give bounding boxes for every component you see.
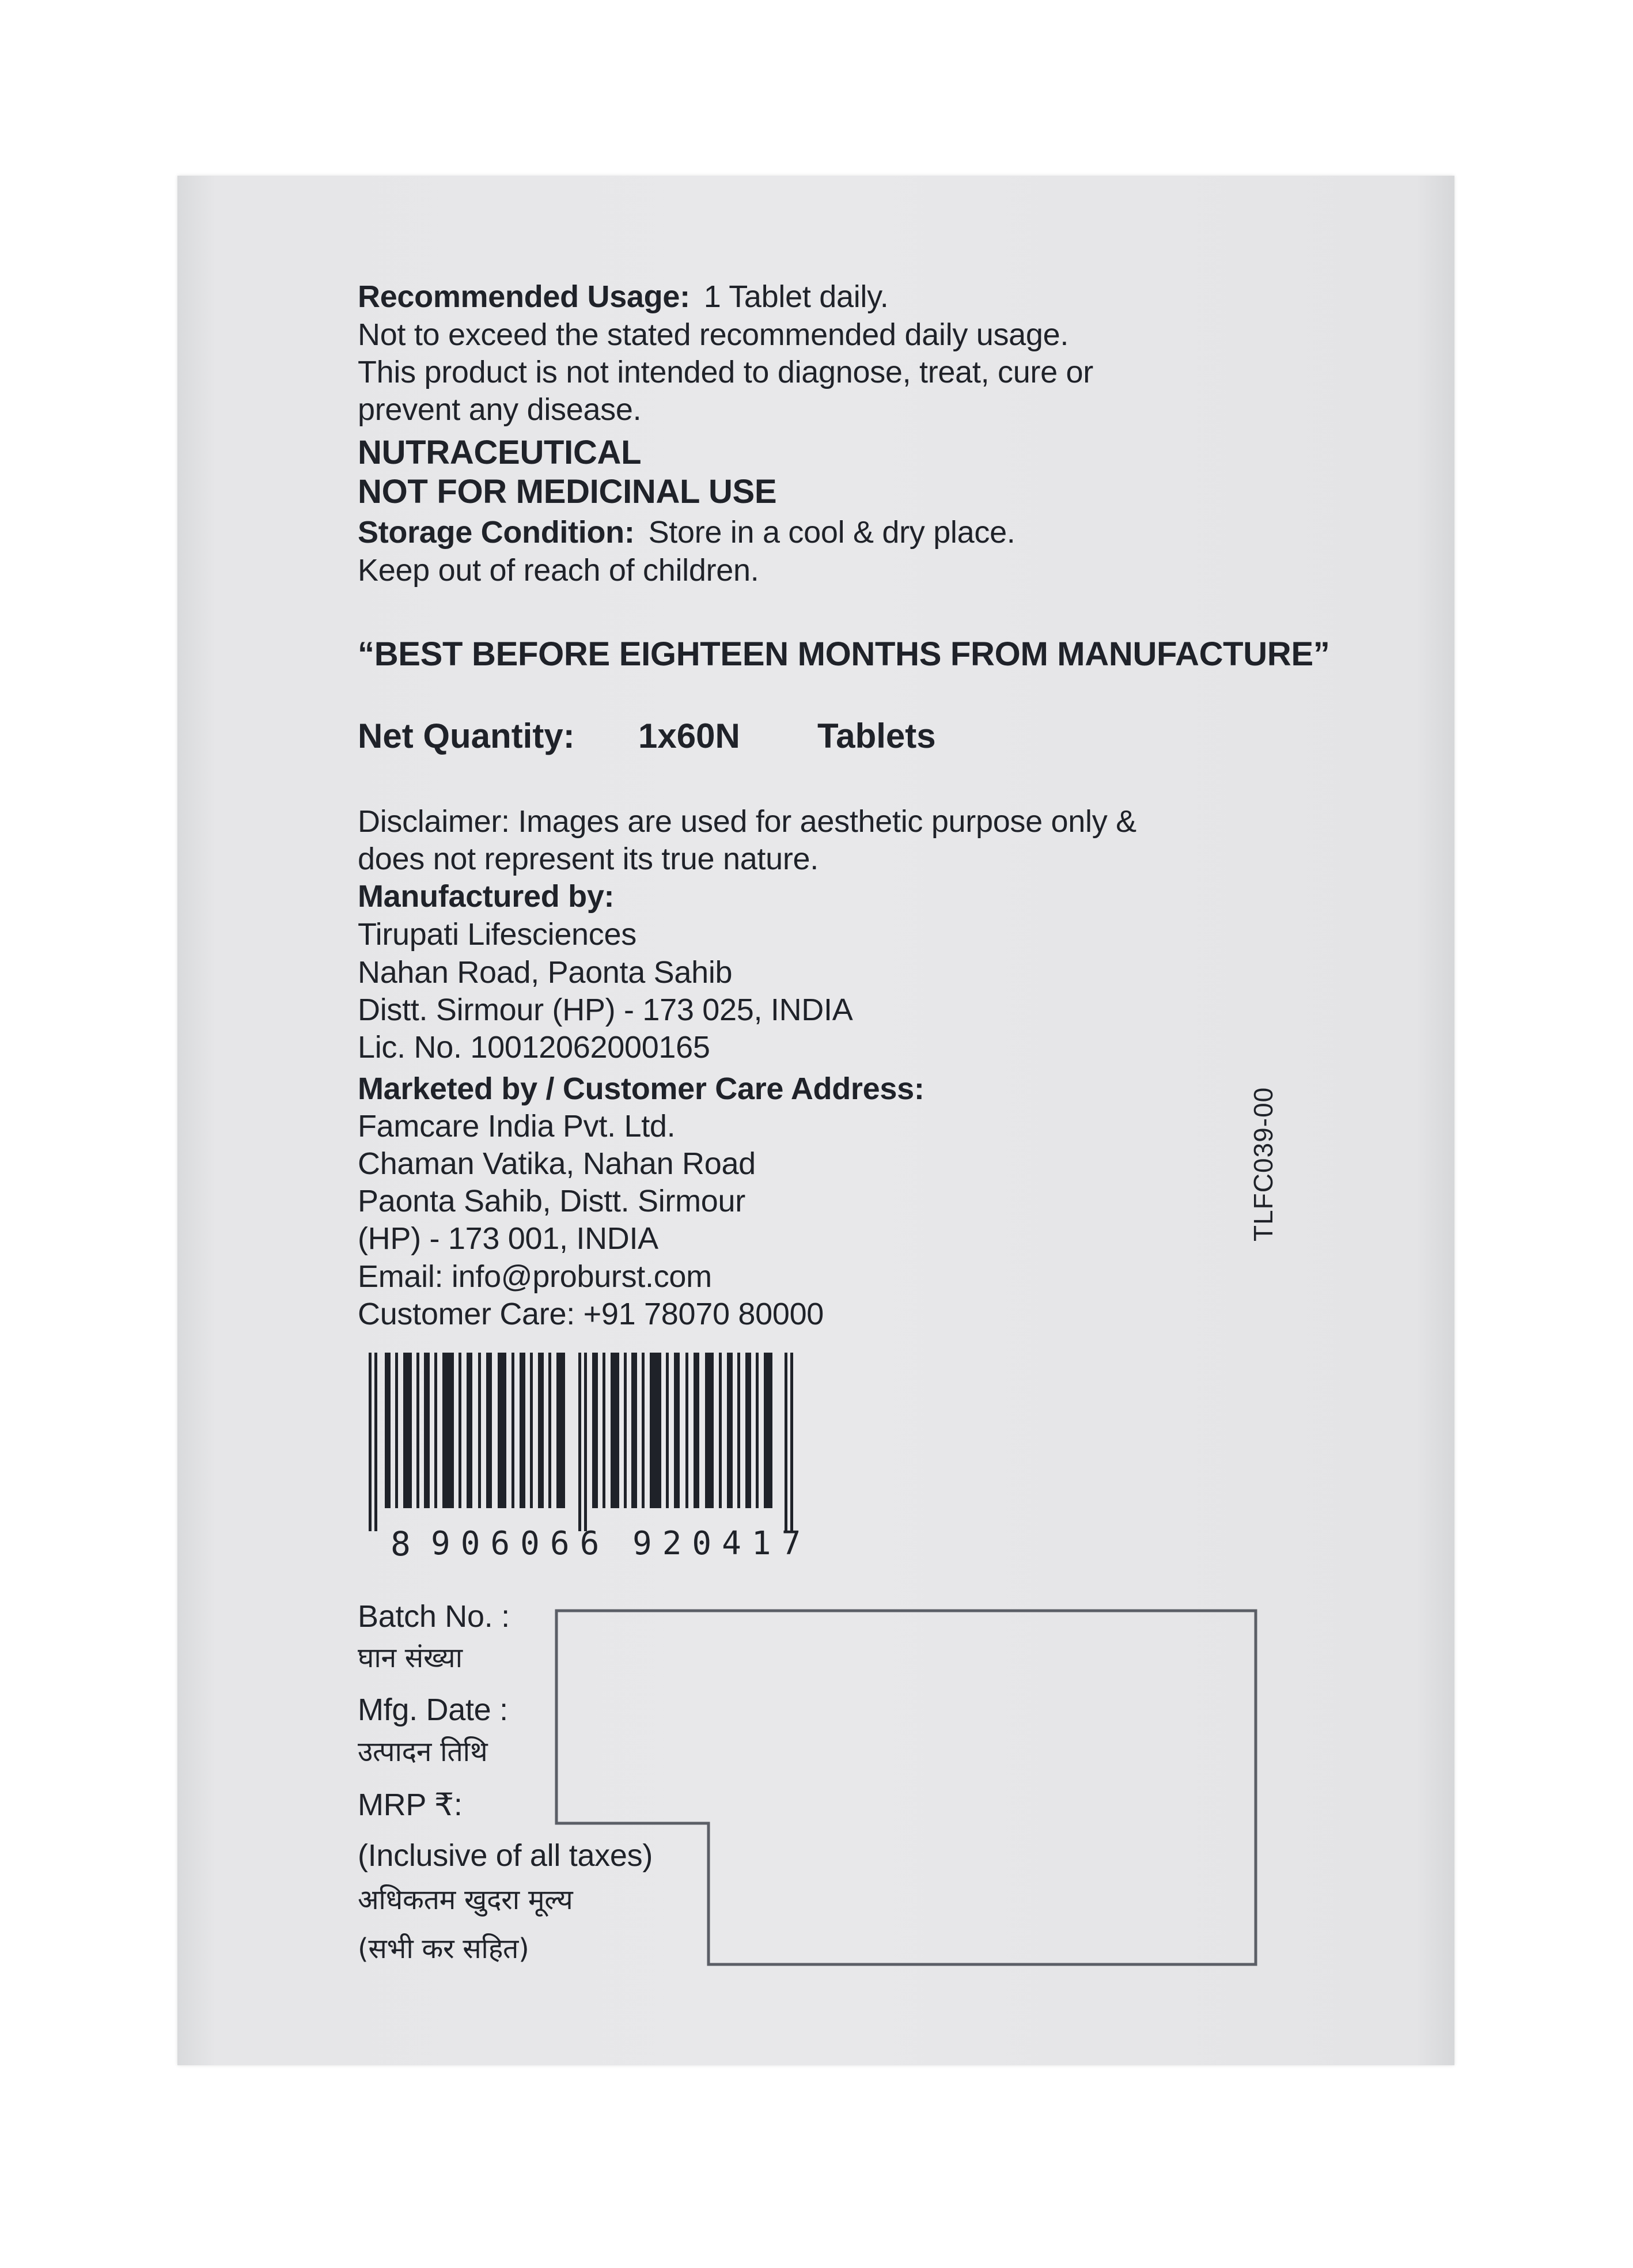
manufacturer-address-1: Nahan Road, Paonta Sahib: [358, 955, 733, 990]
barcode-guard-bar: [578, 1353, 581, 1531]
usage-value: 1 Tablet daily.: [703, 279, 889, 314]
manufacturer-name: Tirupati Lifesciences: [358, 917, 636, 952]
barcode-bar: [486, 1353, 492, 1508]
barcode-bar: [424, 1353, 430, 1508]
batch-label-en: Batch No. :: [358, 1599, 510, 1634]
storage-label: Storage Condition:: [358, 515, 635, 550]
marketer-label: Marketed by / Customer Care Address:: [358, 1071, 925, 1106]
barcode-bar: [478, 1353, 481, 1508]
mrp-label-en: MRP ₹:: [358, 1788, 463, 1822]
barcode-bar: [512, 1353, 514, 1508]
category-not-medicinal: NOT FOR MEDICINAL USE: [358, 473, 777, 510]
mfg-label-en: Mfg. Date :: [358, 1693, 508, 1727]
barcode-left-digits: 906066: [431, 1525, 610, 1562]
barcode-bar: [650, 1353, 661, 1508]
barcode-bar: [592, 1353, 598, 1508]
barcode-guard-bar: [369, 1353, 372, 1531]
best-before: “BEST BEFORE EIGHTEEN MONTHS FROM MANUFACTURE”: [358, 635, 1330, 673]
marketer-address-2: Paonta Sahib, Distt. Sirmour: [358, 1184, 745, 1218]
barcode-bar: [685, 1353, 688, 1508]
customer-care-phone: Customer Care: +91 78070 80000: [358, 1297, 824, 1331]
usage-label: Recommended Usage:: [358, 279, 690, 314]
barcode-bar: [611, 1353, 619, 1508]
net-quantity-label: Net Quantity:: [358, 717, 575, 755]
barcode-bar: [548, 1353, 551, 1508]
marketer-name: Famcare India Pvt. Ltd.: [358, 1109, 676, 1144]
storage-line-2: Keep out of reach of children.: [358, 553, 759, 588]
storage-value: Store in a cool & dry place.: [648, 515, 1016, 550]
disclaimer-line-2: does not represent its true nature.: [358, 842, 819, 876]
usage-line-1: [358, 278, 888, 316]
manufacturer-address-2: Distt. Sirmour (HP) - 173 025, INDIA: [358, 993, 853, 1027]
barcode-bar: [459, 1353, 461, 1508]
usage-line-4: prevent any disease.: [358, 392, 642, 427]
barcode-bar: [719, 1353, 722, 1508]
barcode-bar: [498, 1353, 506, 1508]
barcode-bar: [624, 1353, 627, 1508]
barcode-bar: [727, 1353, 733, 1508]
usage-line-3: This product is not intended to diagnose, treat, cure or: [358, 355, 1093, 389]
barcode-bar: [603, 1353, 605, 1508]
barcode-bar: [756, 1353, 759, 1508]
barcode-right-digits: 920417: [632, 1525, 812, 1562]
barcode-bar: [666, 1353, 669, 1508]
manufacturer-label: Manufactured by:: [358, 879, 615, 914]
barcode-bar: [416, 1353, 419, 1508]
barcode-bars: [369, 1353, 821, 1531]
pack-back-panel: [177, 176, 1454, 2065]
barcode-bar: [737, 1353, 740, 1508]
marketer-address-3: (HP) - 173 001, INDIA: [358, 1221, 658, 1256]
barcode-guard-bar: [374, 1353, 377, 1531]
product-code: TLFC039-00: [1248, 1086, 1278, 1241]
barcode-bar: [530, 1353, 533, 1508]
barcode-guard-bar: [790, 1353, 793, 1531]
barcode-bar: [434, 1353, 437, 1508]
net-quantity-unit: Tablets: [817, 717, 936, 755]
mrp-label-hi: अधिकतम खुदरा मूल्य: [358, 1884, 573, 1916]
manufacturer-license: Lic. No. 10012062000165: [358, 1030, 710, 1065]
barcode-bar: [642, 1353, 645, 1508]
barcode-bar: [764, 1353, 772, 1508]
barcode-bar: [385, 1353, 391, 1508]
marketer-email: Email: info@proburst.com: [358, 1259, 712, 1294]
disclaimer-line-1: Disclaimer: Images are used for aesthetic purpose only &: [358, 804, 1136, 839]
barcode-bar: [442, 1353, 454, 1508]
mrp-tax-note-hi: (सभी कर सहित): [358, 1933, 529, 1965]
batch-print-area: [555, 1609, 1257, 1966]
barcode-bar: [694, 1353, 699, 1508]
barcode-bar: [745, 1353, 751, 1508]
barcode-bar: [395, 1353, 398, 1508]
mfg-label-hi: उत्पादन तिथि: [358, 1736, 488, 1768]
usage-line-2: Not to exceed the stated recommended daily usage.: [358, 317, 1069, 352]
barcode-bar: [556, 1353, 565, 1508]
barcode-lead-digit: 8: [391, 1524, 411, 1563]
barcode-bar: [467, 1353, 472, 1508]
barcode-bar: [403, 1353, 412, 1508]
batch-label-hi: घान संख्या: [358, 1642, 463, 1674]
net-quantity-value: 1x60N: [638, 717, 740, 755]
barcode-bar: [705, 1353, 714, 1508]
barcode-bar: [538, 1353, 544, 1508]
barcode-bar: [631, 1353, 637, 1508]
barcode-bar: [674, 1353, 680, 1508]
mrp-tax-note: (Inclusive of all taxes): [358, 1838, 653, 1873]
barcode-guard-bar: [785, 1353, 787, 1531]
barcode-bar: [520, 1353, 525, 1508]
marketer-address-1: Chaman Vatika, Nahan Road: [358, 1146, 756, 1181]
barcode-guard-bar: [584, 1353, 587, 1531]
category-nutraceutical: NUTRACEUTICAL: [358, 434, 642, 471]
storage-line-1: [358, 513, 1016, 551]
